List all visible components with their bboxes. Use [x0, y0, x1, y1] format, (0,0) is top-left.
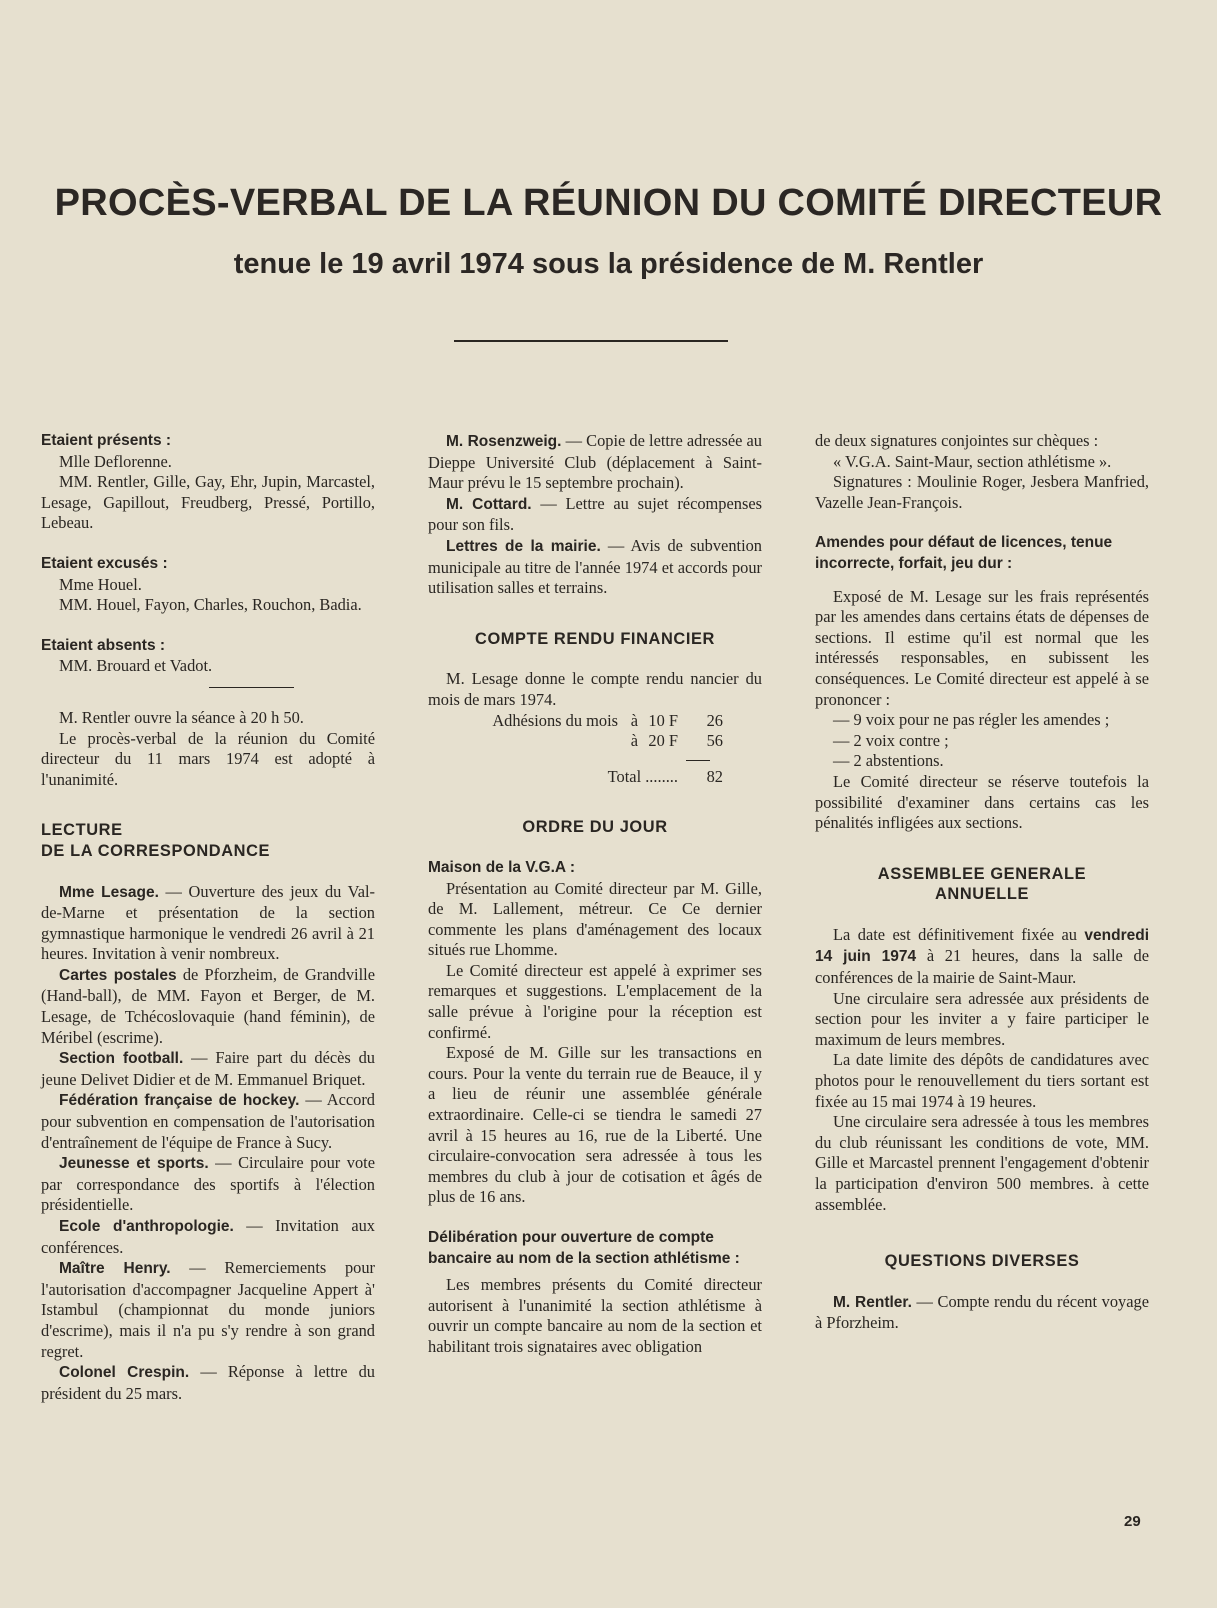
amendes-label: Amendes pour défaut de licences, tenue incorrecte, forfait, jeu dur : [815, 534, 1113, 572]
item-text: — Circulaire pour vote par correspondance des sportifs à l'élection présidentielle. [41, 1153, 376, 1215]
absents-label: Etaient absents : [41, 636, 166, 654]
item-text: — Réponse à lettre du président du 25 mars. [41, 1362, 375, 1403]
ordre-heading: ORDRE DU JOUR [522, 818, 668, 837]
page-subtitle: tenue le 19 avril 1974 sous la présidence de M. Rentler [233, 248, 984, 280]
deliberation-text: Les membres présents du Comité directeur autorisent à l'unanimité la section athlétisme à ouvrir un compte bancaire au nom de la section et habilitant trois signataires avec obligation [428, 1275, 762, 1356]
item-text: — Avis de subvention municipale au titre de l'année 1974 et accords pour utilisation salles et terrains. [428, 535, 763, 598]
item-text: — Ouverture des jeux du Val-de-Marne et présentation de la section gymnastique harmonique le vendredi 26 avril à 21 heures. Invitation à venir nombreux. [41, 881, 375, 964]
correspondance-item [41, 882, 375, 965]
page-number: 29 [1124, 1513, 1141, 1530]
maison-paragraph: Présentation au Comité directeur par M. Gille, de M. Lallement, métreur. Ce Ce dernier commente les plans d'aménagement des locaux situés rue Lhomme. [428, 878, 762, 960]
item-text: — Copie de lettre adressée au Dieppe Université Club (déplacement à Saint-Maur prévu le 15 septembre prochain). [428, 431, 762, 493]
correspondance-item [41, 1216, 375, 1258]
amendes-end: Le Comité directeur se réserve toutefois la possibilité d'examiner dans certains cas les pénalités infligées aux sections. [815, 771, 1149, 833]
page-title: PROCÈS-VERBAL DE LA RÉUNION DU COMITÉ DIRECTEUR [54, 182, 1163, 224]
financier-heading: COMPTE RENDU FINANCIER [475, 629, 715, 648]
item-name: Fédération française de hockey. [59, 1092, 300, 1110]
ag-paragraph: Une circulaire sera adressée à tous les membres du club réunissant les conditions de vote, MM. Gille et Marcastel prennent l'engagement d'obtenir la participation d'environ 500 membres. à cette assemblée. [815, 1112, 1149, 1214]
finance-label: Adhésions du mois [492, 710, 618, 730]
excuses-line: Mme Houel. [59, 574, 142, 594]
continued-text: Signatures : Moulinie Roger, Jesbera Manfried, Vazelle Jean-François. [815, 472, 1149, 512]
ag-text: à 21 heures, dans la salle de conférences de la mairie de Saint-Maur. [815, 946, 1149, 988]
item-text: — Invitation aux conférences. [41, 1216, 375, 1257]
absents-line: MM. Brouard et Vadot. [59, 656, 213, 676]
column-2 [428, 431, 762, 1358]
item-text: de Pforzheim, de Grandville (Hand-ball), de MM. Fayon et Berger, de M. Lesage, de Tchécoslovaquie (hand féminin), de Méribel (escrime). [41, 964, 375, 1047]
finance-total-rule [686, 760, 710, 767]
finance-sep: à [630, 731, 638, 751]
ag-paragraph [815, 925, 1149, 989]
correspondance-item [428, 536, 762, 599]
maison-paragraph: Le Comité directeur est appelé à exprimer ses remarques et suggestions. L'emplacement de la salle prévue à l'origine pour la réception est confirmé. [428, 960, 762, 1042]
finance-rate: 10 F [648, 710, 678, 730]
item-name: M. Cottard. [446, 495, 532, 513]
item-text: — Compte rendu du récent voyage à Pforzheim. [815, 1291, 1149, 1333]
ag-paragraph: La date limite des dépôts de candidatures avec photos pour le renouvellement du tiers sortant est fixée au 15 mai 1974 à 19 heures. [815, 1050, 1149, 1111]
finance-total-label: Total ........ [607, 766, 678, 786]
item-text: — Accord pour subvention en compensation de l'autorisation d'entraînement de l'équipe de France à Sucy. [41, 1090, 375, 1152]
finance-total-value: 82 [706, 766, 723, 786]
assemblee-heading-line: ASSEMBLEE GENERALE [877, 864, 1087, 883]
vote-line: — 2 voix contre ; [833, 730, 949, 750]
ag-paragraph: Une circulaire sera adressée aux présidents de section pour les inviter a y faire participer le maximum de leurs membres. [815, 988, 1149, 1049]
finance-total-row [428, 767, 762, 788]
finance-rate: 20 F [648, 731, 678, 751]
presents-label: Etaient présents : [41, 432, 172, 449]
finance-sep: à [630, 710, 638, 730]
item-name: Jeunesse et sports. [59, 1155, 209, 1173]
presents-line: Mlle Deflorenne. [59, 451, 172, 471]
correspondance-item [41, 1090, 375, 1153]
amendes-text: Exposé de M. Lesage sur les frais représentés par les amendes dans certains états de dépenses de sections. Il estime qu'il est normal que les intéressés responsables, en subissent les conséquences. Le Comité directeur est appelé à se prononcer : [815, 586, 1149, 709]
maison-label: Maison de la V.G.A : [428, 858, 576, 876]
presents-line: MM. Rentler, Gille, Gay, Ehr, Jupin, Marcastel, Lesage, Gapillout, Freudberg, Pressé, Portillo, Lebeau. [41, 472, 375, 533]
opening-line: Le procès-verbal de la réunion du Comité directeur du 11 mars 1974 est adopté à l'unanimité. [41, 728, 375, 789]
correspondance-item [428, 494, 762, 536]
column-3 [815, 431, 1149, 1334]
opening-line: M. Rentler ouvre la séance à 20 h 50. [59, 707, 304, 727]
correspondance-item [428, 431, 762, 494]
item-name: M. Rosenzweig. [446, 433, 562, 450]
item-text: — Faire part du décès du jeune Delivet Didier et de M. Emmanuel Briquet. [41, 1048, 375, 1089]
financier-text: M. Lesage donne le compte rendu nancier du mois de mars 1974. [428, 669, 762, 709]
column-1 [41, 431, 375, 1404]
correspondance-item [41, 1362, 375, 1404]
correspondance-item [41, 965, 375, 1048]
item-name: Lettres de la mairie. [446, 537, 601, 555]
questions-heading: QUESTIONS DIVERSES [884, 1252, 1080, 1271]
vote-line: — 2 abstentions. [833, 751, 944, 771]
item-name: Ecole d'anthropologie. [59, 1218, 234, 1235]
lecture-heading [41, 820, 375, 861]
questions-item [815, 1292, 1149, 1334]
maison-paragraph: Exposé de M. Gille sur les transactions en cours. Pour la vente du terrain rue de Beauce, il y a lieu de réunir une assemblée générale extraordinaire. Celle-ci se tiendra le samedi 27 avril à 15 heures au 16, rue de la Liberté. Une circulaire-convocation sera adressée à tous les membres du club à jour de cotisation et âgés de plus de 16 ans. [428, 1043, 762, 1207]
assemblee-heading [815, 864, 1149, 905]
section-divider [209, 687, 294, 688]
vote-line: — 9 voix pour ne pas régler les amendes ; [833, 710, 1110, 730]
finance-value: 56 [706, 731, 723, 751]
item-name: Mme Lesage. [59, 883, 159, 901]
item-text: — Lettre au sujet récompenses pour son fils. [428, 493, 763, 535]
continued-text: de deux signatures conjointes sur chèques : [815, 431, 1099, 450]
assemblee-heading-line: ANNUELLE [934, 885, 1030, 904]
item-name: Section football. [59, 1050, 184, 1068]
excuses-line: MM. Houel, Fayon, Charles, Rouchon, Badia. [59, 595, 362, 615]
ag-date: vendredi 14 juin 1974 [815, 926, 1149, 966]
finance-value: 26 [706, 710, 723, 730]
item-name: M. Rentler. [833, 1293, 912, 1311]
item-name: Maître Henry. [59, 1260, 171, 1278]
continued-text: « V.G.A. Saint-Maur, section athlétisme ». [833, 451, 1112, 471]
title-divider [454, 340, 728, 342]
item-name: Cartes postales [59, 966, 177, 984]
correspondance-item [41, 1258, 375, 1362]
finance-row [428, 731, 762, 752]
correspondance-item [41, 1153, 375, 1216]
item-name: Colonel Crespin. [59, 1364, 190, 1382]
deliberation-label: Délibération pour ouverture de compte bancaire au nom de la section athlétisme : [428, 1229, 740, 1267]
correspondance-item [41, 1048, 375, 1090]
finance-row [428, 711, 762, 732]
lecture-heading-line: LECTURE [41, 821, 123, 840]
excuses-label: Etaient excusés : [41, 554, 168, 572]
lecture-heading-line: DE LA CORRESPONDANCE [41, 841, 271, 860]
ag-text: La date est définitivement fixée au [833, 924, 1085, 944]
item-text: — Remerciements pour l'autorisation d'accompagner Jacqueline Appert à' Istambul (championnat du monde juniors d'escrime), mais il n'a pu s'y rendre à son grand regret. [41, 1258, 375, 1361]
